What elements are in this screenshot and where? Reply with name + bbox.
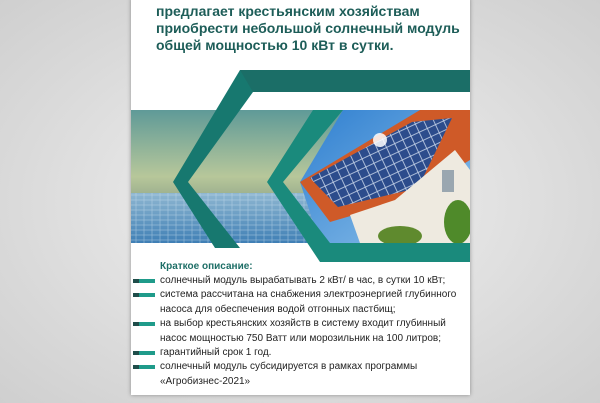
brochure-page <box>131 0 470 395</box>
bullet-icon <box>133 279 155 283</box>
title-line: приобрести небольшой солнечный модуль <box>156 20 460 36</box>
item-text: гарантийный срок 1 год. <box>160 347 272 359</box>
item-text: на выбор крестьянских хозяйств в систему входит глубинный <box>160 318 446 330</box>
list-item <box>160 288 465 317</box>
description-heading: Краткое описание: <box>160 261 253 272</box>
title-line: предлагает крестьянским хозяйствам <box>156 3 420 19</box>
bullet-icon <box>133 322 155 326</box>
title-line: общей мощностью 10 кВт в сутки. <box>156 37 394 53</box>
list-item <box>160 317 465 346</box>
item-text: насос мощностью 750 Ватт или морозильник на 100 литров; <box>160 332 442 344</box>
description-section <box>160 260 465 389</box>
bullet-icon <box>133 351 155 355</box>
item-text: «Агробизнес-2021» <box>160 375 251 387</box>
list-item <box>160 346 465 360</box>
bullet-icon <box>133 293 155 297</box>
item-text: солнечный модуль субсидируется в рамках программы <box>160 361 418 373</box>
list-item <box>160 360 465 389</box>
item-text: насоса для обеспечения водой отгонных пастбищ; <box>160 303 396 315</box>
bullet-icon <box>133 365 155 369</box>
list-item <box>160 274 465 288</box>
item-text: солнечный модуль вырабатывать 2 кВт/ в час, в сутки 10 кВт; <box>160 275 446 286</box>
item-text: система рассчитана на снабжения электроэнергией глубинного <box>160 289 457 301</box>
